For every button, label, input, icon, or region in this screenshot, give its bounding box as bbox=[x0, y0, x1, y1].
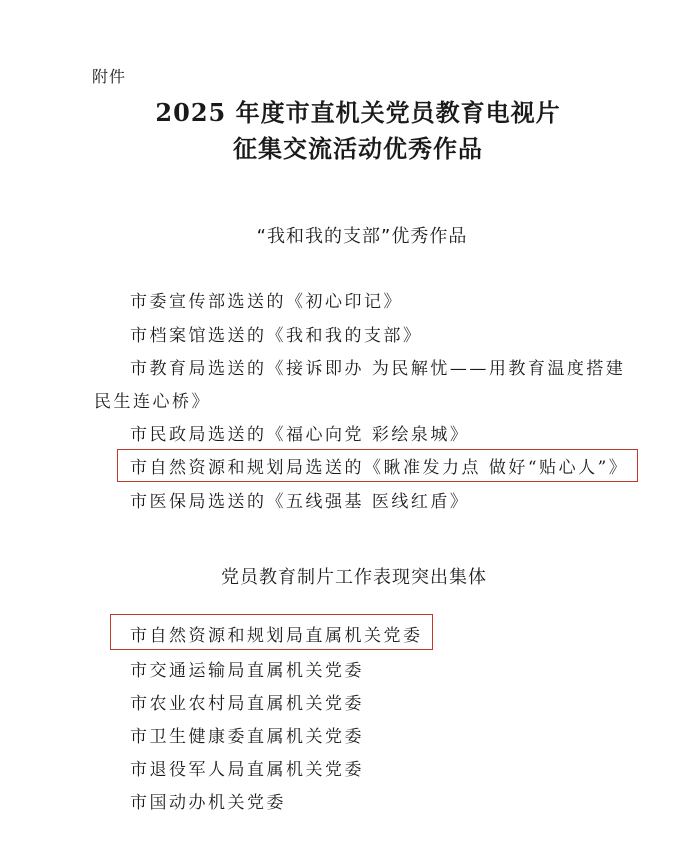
list-item: 市档案馆选送的《我和我的支部》 bbox=[130, 326, 423, 346]
list-item: 市民政局选送的《福心向党 彩绘泉城》 bbox=[130, 425, 470, 445]
document-title-line-1: 2025 年度市直机关党员教育电视片 bbox=[155, 98, 561, 127]
list-item: 市卫生健康委直属机关党委 bbox=[130, 727, 364, 747]
highlight-box-collective bbox=[110, 614, 433, 650]
list-item-continuation: 民生连心桥》 bbox=[94, 392, 211, 412]
list-item: 市教育局选送的《接诉即办 为民解忧——用教育温度搭建 bbox=[130, 359, 626, 379]
highlight-box-work bbox=[117, 449, 638, 482]
list-item: 市农业农村局直属机关党委 bbox=[130, 694, 364, 714]
list-item: 市退役军人局直属机关党委 bbox=[130, 760, 364, 780]
section-heading-collectives: 党员教育制片工作表现突出集体 bbox=[221, 567, 487, 588]
list-item-highlighted: 市自然资源和规划局直属机关党委 bbox=[130, 626, 423, 646]
list-item-highlighted: 市自然资源和规划局选送的《瞅准发力点 做好“贴心人”》 bbox=[130, 458, 629, 478]
section-heading-works: “我和我的支部”优秀作品 bbox=[256, 226, 468, 247]
list-item: 市交通运输局直属机关党委 bbox=[130, 661, 364, 681]
document-title-line-2: 征集交流活动优秀作品 bbox=[233, 134, 483, 163]
list-item: 市委宣传部选送的《初心印记》 bbox=[130, 292, 403, 312]
list-item: 市国动办机关党委 bbox=[130, 793, 286, 813]
attachment-label: 附件 bbox=[92, 67, 127, 86]
list-item: 市医保局选送的《五线强基 医线红盾》 bbox=[130, 492, 470, 512]
